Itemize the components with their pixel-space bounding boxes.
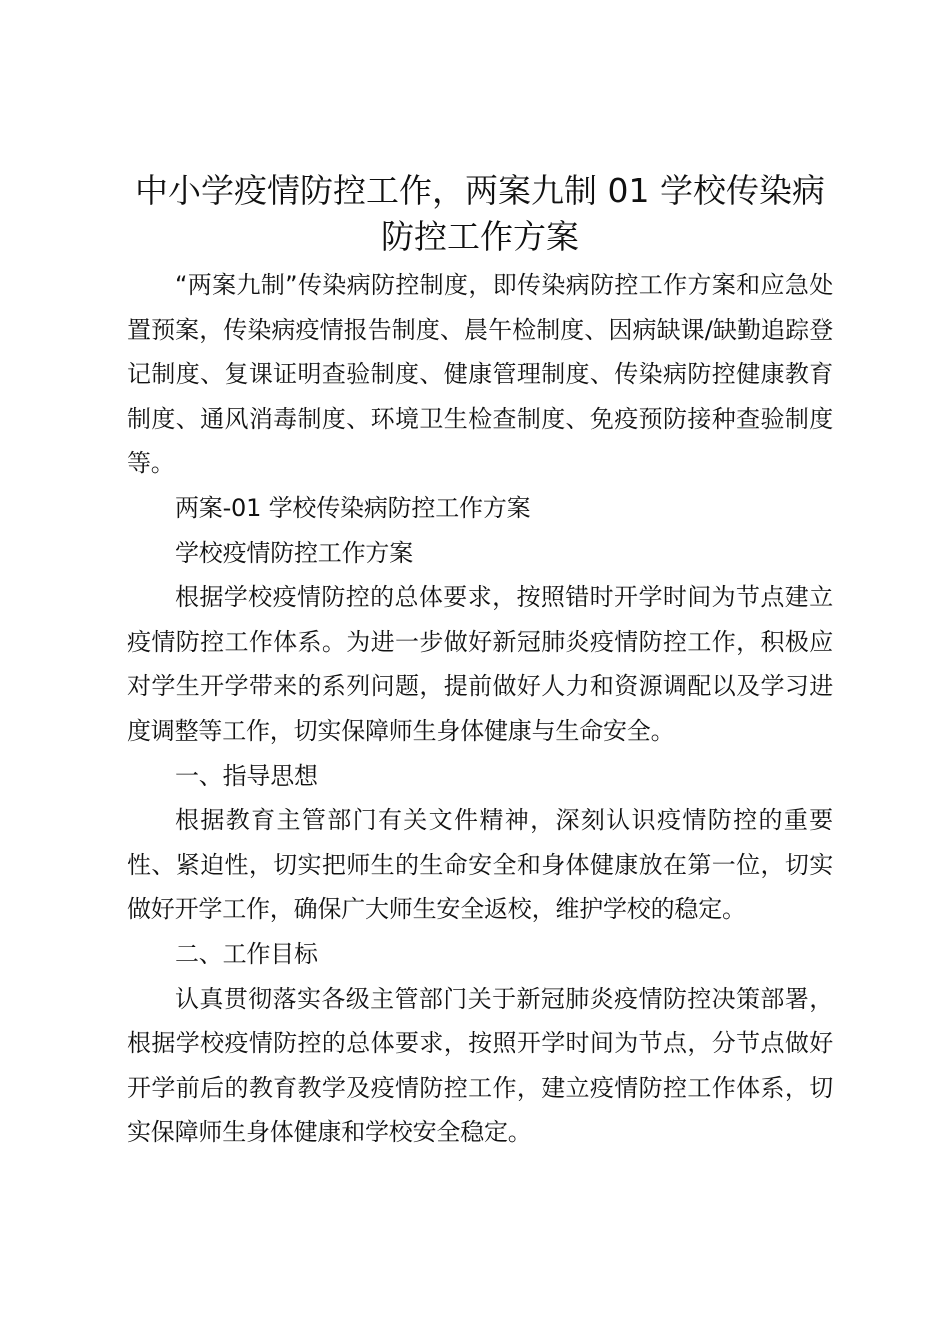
section-heading-work-goals: 二、工作目标 [175, 939, 318, 968]
document-page [127, 168, 833, 1155]
intro-paragraph: “两案九制”传染病防控制度，即传染病防控工作方案和应急处置预案，传染病疫情报告制度、晨午检制度、因病缺课/缺勤追踪登记制度、复课证明查验制度、健康管理制度、传染病防控健康教育制度、通风消毒制度、环境卫生检查制度、免疫预防接种查验制度等。 [127, 271, 833, 478]
section-heading-plan-01: 两案-01 学校传染病防控工作方案 [175, 493, 531, 522]
section-heading-guiding-ideology: 一、指导思想 [175, 761, 318, 790]
body-paragraph: 根据教育主管部门有关文件精神，深刻认识疫情防控的重要性、紧迫性，切实把师生的生命安全和身体健康放在第一位，切实做好开学工作，确保广大师生安全返校，维护学校的稳定。 [127, 806, 833, 924]
section-heading-work-plan: 学校疫情防控工作方案 [175, 538, 413, 567]
document-title: 中小学疫情防控工作，两案九制 01 学校传染病防控工作方案 [135, 171, 825, 256]
body-paragraph: 根据学校疫情防控的总体要求，按照错时开学时间为节点建立疫情防控工作体系。为进一步做好新冠肺炎疫情防控工作，积极应对学生开学带来的系列问题，提前做好人力和资源调配以及学习进度调整等工作，切实保障师生身体健康与生命安全。 [127, 583, 833, 745]
body-paragraph: 认真贯彻落实各级主管部门关于新冠肺炎疫情防控决策部署，根据学校疫情防控的总体要求，按照开学时间为节点，分节点做好开学前后的教育教学及疫情防控工作，建立疫情防控工作体系，切实保障师生身体健康和学校安全稳定。 [127, 984, 833, 1147]
